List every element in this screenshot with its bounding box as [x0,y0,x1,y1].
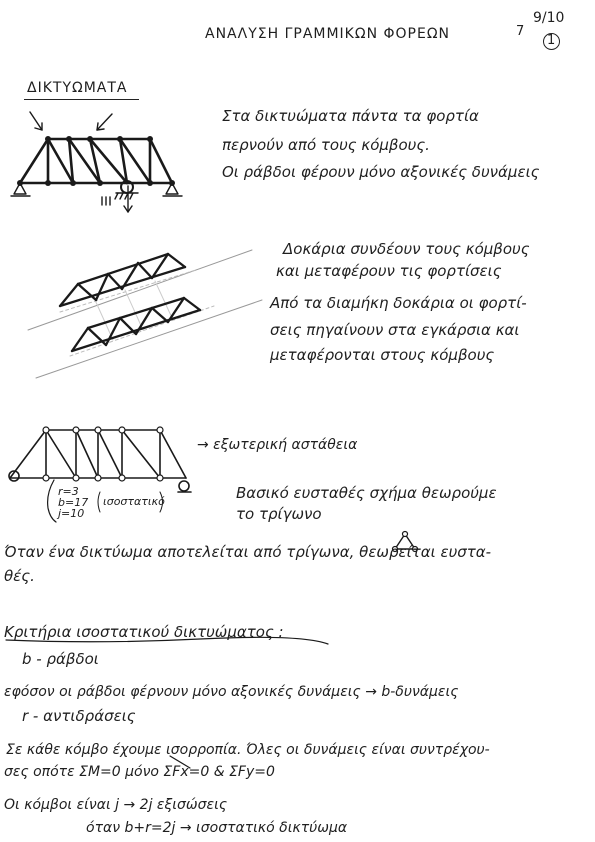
criteria-heading: Κριτήρια ισοστατικού δικτυώματος : [4,623,284,641]
block2-line1: Δοκάρια συνδέουν τους κόμβους [283,240,530,258]
truss-figure-1 [20,139,172,183]
section-title: ΔΙΚΤΥΩΜΑΤΑ [27,80,128,96]
label-bracket [98,492,100,512]
count-b: b=17 [58,496,89,509]
block1-line1: Στα δικτυώματα πάντα τα φορτία [222,107,479,125]
count-j: j=10 [58,507,85,520]
block2-line2: και μεταφέρουν τις φορτίσεις [276,262,502,280]
block1-line3: Οι ράβδοι φέρουν μόνο αξονικές δυνάμεις [222,163,540,181]
block2-line4: σεις πηγαίνουν στα εγκάρσια και [270,321,520,339]
isostatic-label: ισοστατικό [103,495,165,508]
criteria-r: r - αντιδράσεις [22,707,136,725]
truss-figure-3 [9,430,191,492]
criteria-joints: Οι κόμβοι είναι j → 2j εξισώσεις [4,797,228,813]
instability-label: → εξωτερική αστάθεια [197,437,358,453]
criteria-condition: όταν b+r=2j → ισοστατικό δικτύωμα [86,820,348,836]
criteria-forces: εφόσον οι ράβδοι φέρνουν μόνο αξονικές δυνάμεις → b-δυνάμεις [4,684,459,700]
page-number: 1 [547,33,556,48]
stable-shape-line2: το τρίγωνο [236,505,322,523]
block2-line5: μεταφέρονται στους κόμβους [270,346,495,364]
truss-1-supports [11,181,182,205]
triangles-line1: Όταν ένα δικτύωμα αποτελείται από τρίγωνα, θεωρείται ευστα- [4,543,492,561]
criteria-eq2: σες οπότε ΣΜ=0 μόνο ΣFx=0 & ΣFy=0 [4,764,275,780]
date-prefix: 7 [516,24,525,39]
criteria-eq1: Σε κάθε κόμβο έχουμε ισορροπία. Όλες οι δυνάμεις είναι συντρέχου- [6,742,490,758]
block1-line2: περνούν από τους κόμβους. [222,136,430,154]
criteria-b: b - ράβδοι [22,650,99,668]
block2-line3: Από τα διαμήκη δοκάρια οι φορτί- [270,294,527,312]
count-r: r=3 [58,485,79,498]
stable-shape-line1: Βασικό ευσταθές σχήμα θεωρούμε [236,484,497,502]
truss-figure-2-back [60,254,185,306]
page-title: ΑΝΑΛΥΣΗ ΓΡΑΜΜΙΚΩΝ ΦΟΡΕΩΝ [205,26,450,42]
date: 9/10 [533,10,565,26]
triangles-line2: θές. [4,567,35,585]
counts-bracket [48,480,56,522]
